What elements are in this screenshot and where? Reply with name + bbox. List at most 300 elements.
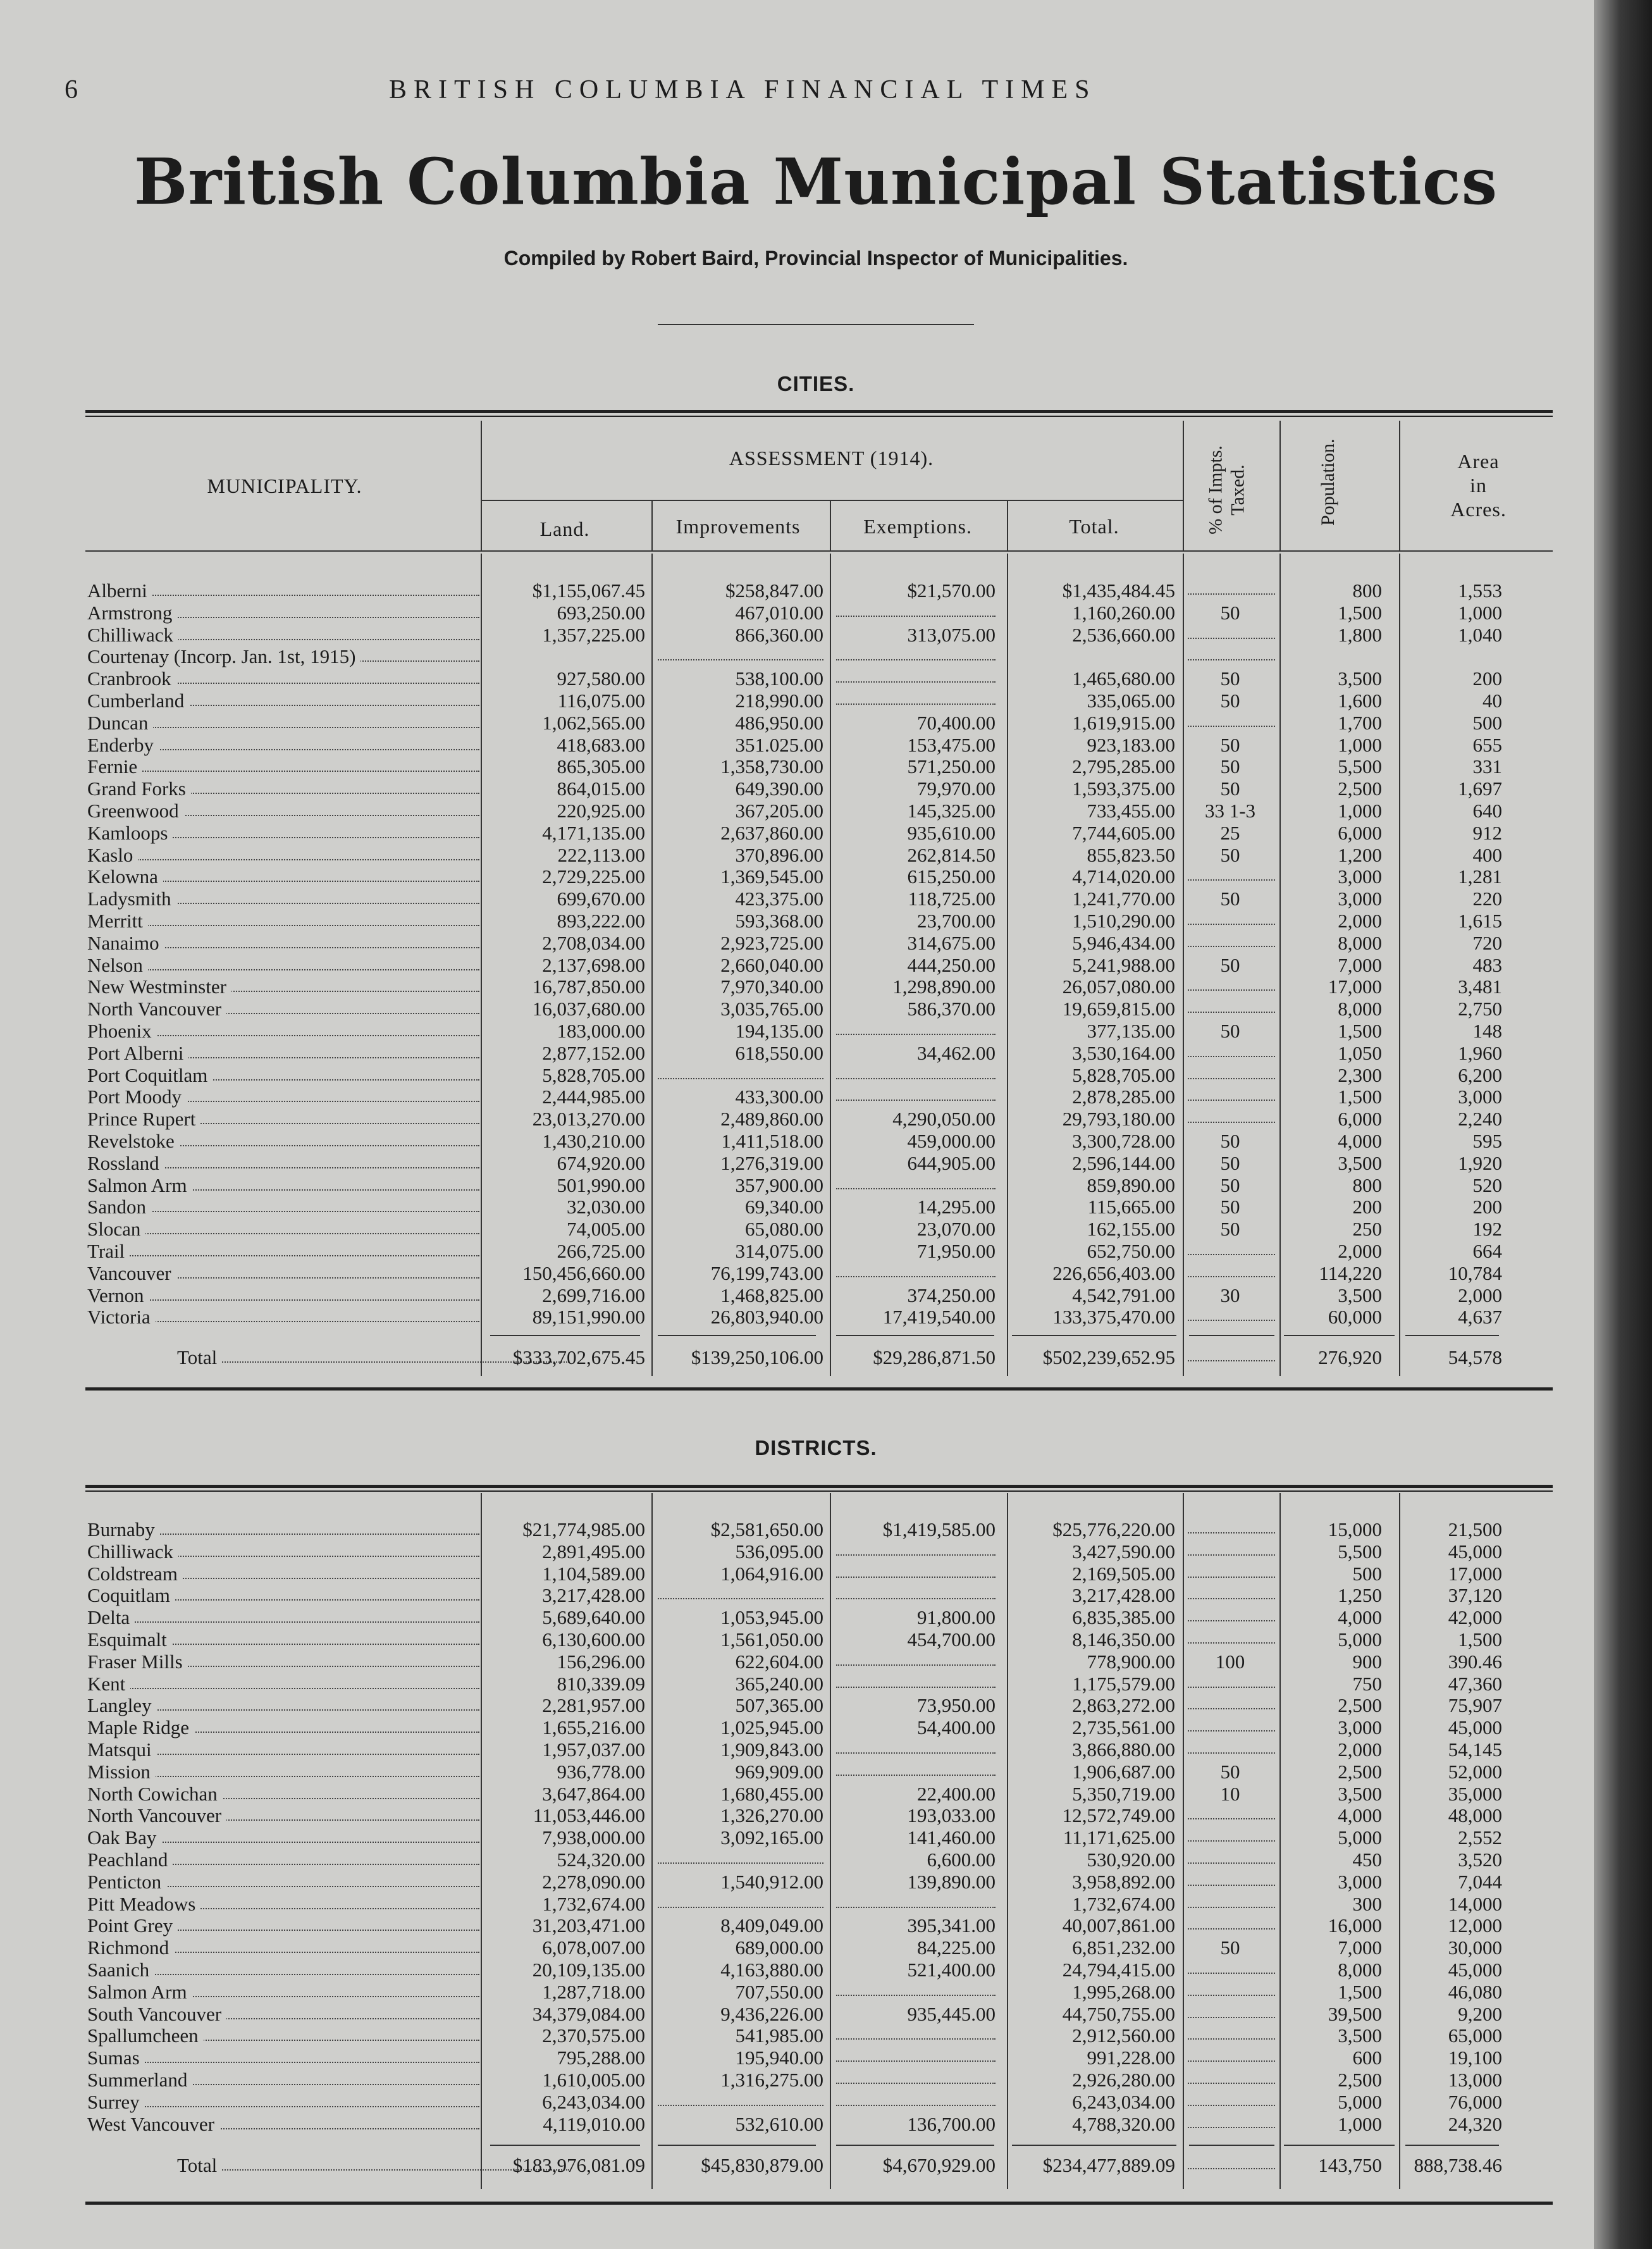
cell-pop: 5,000 [1338, 1826, 1382, 1849]
cell-total: 1,995,268.00 [1072, 1980, 1175, 2003]
book-spine [1594, 0, 1652, 2249]
cell-total: 5,241,988.00 [1072, 953, 1175, 976]
cell-exem: 395,341.00 [907, 1914, 996, 1937]
empty-leader [1188, 1577, 1275, 1578]
cell-exem: 374,250.00 [907, 1284, 996, 1306]
cell-area: 45,000 [1448, 1959, 1502, 1981]
cell-area: 37,120 [1448, 1584, 1502, 1607]
cell-exem: $4,670,929.00 [882, 2154, 996, 2176]
cell-total: 8,146,350.00 [1072, 1628, 1175, 1651]
cell-area: 912 [1472, 821, 1502, 844]
cell-exem: 571,250.00 [907, 755, 996, 778]
municipality-name [87, 910, 479, 932]
cell-total: 1,241,770.00 [1072, 888, 1175, 910]
cell-impr: 314,075.00 [735, 1240, 823, 1262]
empty-leader [1188, 879, 1275, 881]
cell-exem: 153,475.00 [907, 733, 996, 756]
municipality-name [87, 954, 479, 976]
hdr-vline-exem [830, 501, 831, 550]
cell-area: 65,000 [1448, 2024, 1502, 2047]
cell-area: 2,240 [1458, 1108, 1502, 1131]
cell-area: 21,500 [1448, 1518, 1502, 1540]
cell-land: 6,130,600.00 [542, 1628, 645, 1651]
cell-total: 1,732,674.00 [1072, 1892, 1175, 1915]
total-rule [1189, 2145, 1274, 2146]
cell-pop: 250 [1352, 1218, 1382, 1241]
municipality-name-text: Port Alberni [87, 1042, 188, 1064]
municipality-name [87, 579, 479, 602]
total-rule [1012, 1335, 1176, 1336]
cell-total: 226,656,403.00 [1052, 1261, 1175, 1284]
municipality-name-text: Total [177, 2154, 222, 2176]
municipality-name-text: Total [177, 1346, 222, 1368]
municipality-name-text: Cranbrook [87, 667, 176, 690]
cell-exem: $21,570.00 [907, 579, 996, 602]
municipality-name-text: Coquitlam [87, 1584, 175, 1606]
empty-leader [1188, 1907, 1275, 1908]
municipality-name-text: Revelstoke [87, 1130, 180, 1152]
cell-land: 1,357,225.00 [542, 623, 645, 646]
municipality-name [87, 1518, 479, 1540]
empty-leader [836, 2105, 996, 2106]
cell-exem: 23,700.00 [917, 910, 996, 932]
municipality-name-text: Fraser Mills [87, 1651, 188, 1673]
cell-impr: 76,199,743.00 [710, 1261, 823, 1284]
cell-area: 664 [1472, 1240, 1502, 1262]
cell-pop: 2,000 [1338, 1738, 1382, 1761]
cell-total: $1,435,484.45 [1062, 579, 1175, 602]
cell-impr: 689,000.00 [735, 1936, 823, 1959]
empty-leader [1188, 1973, 1275, 1974]
municipality-name [87, 844, 479, 866]
municipality-name [87, 1152, 479, 1174]
empty-leader [1188, 1885, 1275, 1886]
cell-land: 2,891,495.00 [542, 1540, 645, 1563]
municipality-name-text: Victoria [87, 1306, 156, 1328]
empty-leader [658, 1078, 823, 1079]
cell-pop: 3,500 [1338, 1782, 1382, 1805]
cell-area: 54,145 [1448, 1738, 1502, 1761]
cell-exem: 313,075.00 [907, 623, 996, 646]
municipality-name-text: Port Coquitlam [87, 1064, 213, 1086]
empty-leader [1188, 989, 1275, 991]
empty-leader [836, 1100, 996, 1101]
cell-impr: 3,092,165.00 [720, 1826, 823, 1849]
cell-impr: 507,365.00 [735, 1694, 823, 1717]
cell-pop: 3,000 [1338, 865, 1382, 888]
cell-land: 936,778.00 [557, 1760, 645, 1783]
municipality-name [87, 624, 479, 646]
cell-land: 699,670.00 [557, 888, 645, 910]
cell-area: 2,000 [1458, 1284, 1502, 1306]
table-row [0, 1218, 1594, 1240]
cell-total: 40,007,861.00 [1062, 1914, 1175, 1937]
cell-pct: 50 [1220, 1760, 1240, 1783]
cell-total: 3,530,164.00 [1072, 1041, 1175, 1064]
municipality-name-text: Sandon [87, 1196, 151, 1218]
cell-impr: 195,940.00 [735, 2047, 823, 2069]
table-row [0, 667, 1594, 690]
cell-total: 855,823.50 [1087, 843, 1175, 866]
total-rule [1284, 2145, 1395, 2146]
table-row [0, 579, 1594, 602]
municipality-name-text: North Vancouver [87, 1804, 226, 1826]
table-row [0, 2069, 1594, 2091]
column-rule [481, 554, 482, 1376]
cell-land: 3,217,428.00 [542, 1584, 645, 1607]
cell-impr: 1,064,916.00 [720, 1562, 823, 1585]
cell-area: 4,637 [1458, 1306, 1502, 1329]
cell-impr: 1,025,945.00 [720, 1716, 823, 1739]
cell-area: 595 [1472, 1130, 1502, 1152]
table-row [0, 910, 1594, 932]
column-rule [830, 1493, 831, 2189]
column-rule [1399, 554, 1400, 1376]
cities-bottom-rule [85, 1387, 1553, 1391]
cell-land: 32,030.00 [567, 1196, 645, 1218]
cell-exem: 145,325.00 [907, 800, 996, 822]
municipality-name [87, 1716, 479, 1738]
municipality-name [87, 1020, 479, 1042]
cell-total: 377,135.00 [1087, 1020, 1175, 1042]
municipality-name-text: Ladysmith [87, 888, 176, 910]
cell-total: 5,350,719.00 [1072, 1782, 1175, 1805]
municipality-name [87, 932, 479, 954]
cell-impr: 2,637,860.00 [720, 821, 823, 844]
cell-area: 30,000 [1448, 1936, 1502, 1959]
table-row [0, 1196, 1594, 1218]
cell-pop: 16,000 [1328, 1914, 1382, 1937]
municipality-name-text: Duncan [87, 712, 153, 734]
cell-pop: 8,000 [1338, 931, 1382, 954]
cell-pop: 2,300 [1338, 1063, 1382, 1086]
cell-impr: 1,358,730.00 [720, 755, 823, 778]
cell-impr: 593,368.00 [735, 910, 823, 932]
municipality-name-text: Richmond [87, 1936, 174, 1959]
table-row [0, 1174, 1594, 1196]
municipality-name [87, 1914, 479, 1936]
empty-leader [1188, 593, 1275, 595]
cell-pop: 3,000 [1338, 888, 1382, 910]
empty-leader [1188, 659, 1275, 660]
table-row [0, 755, 1594, 778]
cell-pop: 60,000 [1328, 1306, 1382, 1329]
empty-leader [658, 1862, 823, 1864]
cell-pop: 1,200 [1338, 843, 1382, 866]
cell-land: 31,203,471.00 [532, 1914, 645, 1937]
cell-area: 42,000 [1448, 1606, 1502, 1629]
area-header [1401, 449, 1556, 521]
cell-area: 52,000 [1448, 1760, 1502, 1783]
empty-leader [1188, 1995, 1275, 1996]
municipality-header: MUNICIPALITY. [207, 474, 362, 497]
cell-area: 1,500 [1458, 1628, 1502, 1651]
cell-pop: 3,500 [1338, 667, 1382, 690]
cell-area: 1,615 [1458, 910, 1502, 932]
municipality-name [87, 1826, 479, 1849]
cell-pop: 1,000 [1338, 2112, 1382, 2135]
municipality-name [87, 2091, 479, 2113]
cell-land: 1,104,589.00 [542, 1562, 645, 1585]
cell-land: 1,430,210.00 [542, 1130, 645, 1152]
column-rule [651, 1493, 653, 2189]
cell-land: 1,732,674.00 [542, 1892, 645, 1915]
cell-area: 331 [1472, 755, 1502, 778]
cell-total: 1,175,579.00 [1072, 1672, 1175, 1695]
table-row [0, 1914, 1594, 1936]
municipality-name [87, 2113, 479, 2135]
hdr-vline-pop [1279, 421, 1281, 550]
cell-pop: 15,000 [1328, 1518, 1382, 1540]
empty-leader [1188, 1254, 1275, 1255]
cell-total: 3,958,892.00 [1072, 1870, 1175, 1893]
municipality-name-text: Phoenix [87, 1020, 157, 1042]
cell-pct: 50 [1220, 733, 1240, 756]
empty-leader [1188, 2017, 1275, 2018]
cell-impr: 3,035,765.00 [720, 998, 823, 1020]
cell-impr: 370,896.00 [735, 843, 823, 866]
cell-impr: 541,985.00 [735, 2024, 823, 2047]
cell-land: $1,155,067.45 [532, 579, 645, 602]
column-rule [1399, 1493, 1400, 2189]
cell-total: 4,788,320.00 [1072, 2112, 1175, 2135]
municipality-name [87, 2024, 479, 2047]
cell-land: 810,339.09 [557, 1672, 645, 1695]
cell-pct: 50 [1220, 1130, 1240, 1152]
title-divider [658, 324, 974, 325]
cell-impr: 1,316,275.00 [720, 2069, 823, 2091]
cell-exem: 73,950.00 [917, 1694, 996, 1717]
empty-leader [836, 616, 996, 617]
table-row [0, 1130, 1594, 1152]
municipality-name [87, 1783, 479, 1805]
total-rule [1405, 1335, 1499, 1336]
cell-land: 2,278,090.00 [542, 1870, 645, 1893]
municipality-name [87, 1196, 479, 1218]
empty-leader [658, 2105, 823, 2106]
cell-pop: 1,500 [1338, 1020, 1382, 1042]
empty-leader [836, 1752, 996, 1754]
cell-impr: 866,360.00 [735, 623, 823, 646]
cell-area: 6,200 [1458, 1063, 1502, 1086]
cell-exem: 314,675.00 [907, 931, 996, 954]
cities-header-bottom-rule [85, 550, 1553, 552]
empty-leader [1188, 1320, 1275, 1321]
table-row [0, 1849, 1594, 1871]
cell-land: 2,137,698.00 [542, 953, 645, 976]
cell-impr: 65,080.00 [745, 1218, 823, 1241]
table-row [0, 734, 1594, 756]
cell-area: 13,000 [1448, 2069, 1502, 2091]
cell-area: 3,481 [1458, 976, 1502, 998]
cell-pct: 50 [1220, 1196, 1240, 1218]
empty-leader [836, 1687, 996, 1688]
cell-total: 4,542,791.00 [1072, 1284, 1175, 1306]
cell-land: 418,683.00 [557, 733, 645, 756]
cell-pop: 17,000 [1328, 976, 1382, 998]
cell-impr: 1,369,545.00 [720, 865, 823, 888]
cell-land: 864,015.00 [557, 778, 645, 800]
cell-area: 2,552 [1458, 1826, 1502, 1849]
cell-pop: 2,500 [1338, 778, 1382, 800]
cell-pop: 143,750 [1318, 2154, 1382, 2176]
municipality-name [87, 1849, 479, 1871]
cell-land: 524,320.00 [557, 1849, 645, 1871]
total-header: Total. [1069, 515, 1119, 538]
cell-exem: 71,950.00 [917, 1240, 996, 1262]
cell-exem: 6,600.00 [927, 1849, 996, 1871]
cell-total: 859,890.00 [1087, 1174, 1175, 1196]
municipality-name [87, 645, 479, 667]
table-row [0, 888, 1594, 910]
municipality-name-text: Surrey [87, 2091, 145, 2113]
cell-impr: 467,010.00 [735, 601, 823, 624]
cell-area: 10,784 [1448, 1261, 1502, 1284]
cell-pop: 1,500 [1338, 1086, 1382, 1108]
cell-area: 520 [1472, 1174, 1502, 1196]
cell-pop: 1,250 [1338, 1584, 1382, 1607]
cell-total: 6,243,034.00 [1072, 2090, 1175, 2113]
empty-leader [836, 1276, 996, 1277]
municipality-name [87, 1584, 479, 1606]
municipality-name [87, 1959, 479, 1981]
cell-pop: 1,050 [1338, 1041, 1382, 1064]
cell-impr: 2,660,040.00 [720, 953, 823, 976]
cell-pop: 600 [1352, 2047, 1382, 2069]
empty-leader [1188, 1818, 1275, 1819]
cell-exem: $29,286,871.50 [873, 1346, 996, 1368]
municipality-name [87, 1218, 479, 1240]
page-title: British Columbia Municipal Statistics [133, 144, 1498, 219]
municipality-name [87, 800, 479, 822]
empty-leader [1188, 1928, 1275, 1930]
empty-leader [836, 1577, 996, 1578]
cell-impr: 367,205.00 [735, 800, 823, 822]
cell-land: 693,250.00 [557, 601, 645, 624]
municipality-name-text: Langley [87, 1694, 157, 1716]
hdr-vline-area [1399, 421, 1400, 550]
municipality-name [87, 755, 479, 778]
municipality-name [87, 888, 479, 910]
cell-area: 14,000 [1448, 1892, 1502, 1915]
cell-total: 5,828,705.00 [1072, 1063, 1175, 1086]
table-row [0, 844, 1594, 866]
cell-pop: 7,000 [1338, 953, 1382, 976]
cell-area: 7,044 [1458, 1870, 1502, 1893]
municipality-name [87, 2069, 479, 2091]
table-row [0, 1651, 1594, 1673]
cell-pop: 2,000 [1338, 1240, 1382, 1262]
hdr-vline-land [481, 421, 482, 550]
cell-exem: 17,419,540.00 [882, 1306, 996, 1329]
municipality-name [87, 690, 479, 712]
districts-bottom-rule [85, 2202, 1553, 2205]
column-rule [1183, 554, 1184, 1376]
cell-total: 115,665.00 [1087, 1196, 1175, 1218]
empty-leader [1188, 1012, 1275, 1013]
cell-total: 6,851,232.00 [1072, 1936, 1175, 1959]
total-rule [658, 1335, 816, 1336]
cell-area: 720 [1472, 931, 1502, 954]
table-row [0, 778, 1594, 800]
cell-total: 3,866,880.00 [1072, 1738, 1175, 1761]
empty-leader [836, 1907, 996, 1908]
cell-total: 652,750.00 [1087, 1240, 1175, 1262]
cell-land: 222,113.00 [557, 843, 645, 866]
cell-pop: 5,000 [1338, 1628, 1382, 1651]
cell-exem: 136,700.00 [907, 2112, 996, 2135]
cell-pct: 50 [1220, 1218, 1240, 1241]
cell-land: 16,787,850.00 [532, 976, 645, 998]
cell-total: 2,169,505.00 [1072, 1562, 1175, 1585]
cell-pct: 33 1-3 [1204, 800, 1256, 822]
empty-leader [1188, 1554, 1275, 1556]
cell-total: 162,155.00 [1087, 1218, 1175, 1241]
cell-pop: 3,000 [1338, 1716, 1382, 1739]
cell-land: 156,296.00 [557, 1650, 645, 1673]
column-rule [651, 554, 653, 1376]
cell-impr: $2,581,650.00 [710, 1518, 823, 1540]
municipality-name-text: Enderby [87, 734, 159, 756]
cell-area: 1,697 [1458, 778, 1502, 800]
municipality-name-text: Kamloops [87, 822, 173, 844]
land-header: Land. [539, 517, 590, 540]
table-row [0, 1020, 1594, 1042]
empty-leader [658, 1598, 823, 1599]
cell-total: 2,735,561.00 [1072, 1716, 1175, 1739]
municipality-name-text: Maple Ridge [87, 1716, 194, 1738]
cell-total: 1,906,687.00 [1072, 1760, 1175, 1783]
cell-total: 7,744,605.00 [1072, 821, 1175, 844]
municipality-name [87, 1306, 479, 1328]
total-rule [1405, 2145, 1499, 2146]
hdr-vline-impr [651, 501, 653, 550]
area-line2: in [1470, 474, 1487, 497]
empty-leader [1188, 1730, 1275, 1732]
cell-total: 26,057,080.00 [1062, 976, 1175, 998]
municipality-name-text: Saanich [87, 1959, 154, 1981]
cell-exem: 521,400.00 [907, 1959, 996, 1981]
cell-land: 6,078,007.00 [542, 1936, 645, 1959]
cell-area: 3,000 [1458, 1086, 1502, 1108]
cell-exem: 4,290,050.00 [892, 1108, 996, 1131]
total-row [0, 1346, 1594, 1368]
municipality-name-text: Grand Forks [87, 778, 191, 800]
empty-leader [1188, 1752, 1275, 1754]
cell-land: 1,287,718.00 [542, 1980, 645, 2003]
byline: Compiled by Robert Baird, Provincial Inspector of Municipalities. [503, 247, 1128, 270]
table-row [0, 1694, 1594, 1716]
municipality-name-text: Nanaimo [87, 932, 164, 954]
cell-land: $21,774,985.00 [522, 1518, 645, 1540]
assessment-header: ASSESSMENT (1914). [729, 447, 934, 469]
cell-impr: 194,135.00 [735, 1020, 823, 1042]
cell-land: 795,288.00 [557, 2047, 645, 2069]
municipality-name-text: South Vancouver [87, 2003, 226, 2025]
municipality-name-text: Cumberland [87, 690, 189, 712]
cell-total: 5,946,434.00 [1072, 931, 1175, 954]
cell-area: 46,080 [1448, 1980, 1502, 2003]
table-row [0, 1783, 1594, 1805]
cell-impr: 9,436,226.00 [720, 2002, 823, 2025]
cell-impr: 26,803,940.00 [710, 1306, 823, 1329]
cell-area: 45,000 [1448, 1540, 1502, 1563]
table-row [0, 1064, 1594, 1086]
area-line3: Acres. [1450, 498, 1507, 521]
empty-leader [836, 1554, 996, 1556]
cell-impr: 649,390.00 [735, 778, 823, 800]
empty-leader [1188, 946, 1275, 947]
